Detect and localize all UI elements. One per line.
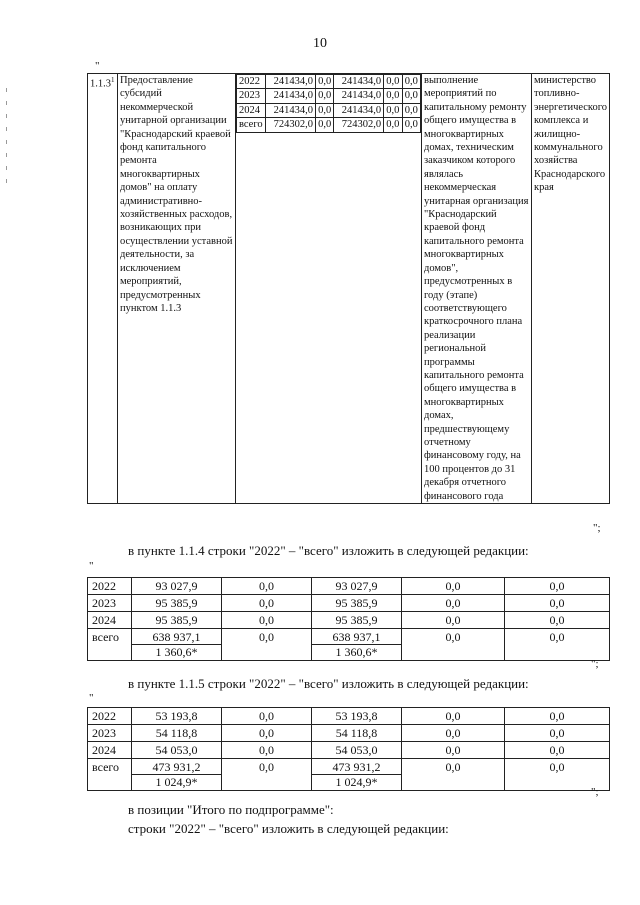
cell-value: всего xyxy=(92,760,120,774)
scan-margin-marks xyxy=(6,88,8,198)
cell-total xyxy=(132,725,222,742)
cell-total: 241434,0 xyxy=(266,103,316,117)
cell-reg xyxy=(312,708,402,725)
cell-ext: 0,0 xyxy=(402,118,420,132)
cell-value: 638 937,1 xyxy=(332,630,381,644)
cell-loc xyxy=(402,629,505,661)
cell-value: 0,0 xyxy=(445,630,461,644)
cell-value: 0,0 xyxy=(445,760,461,774)
cell-value: 53 193,8 xyxy=(335,709,378,723)
measure-result: выполнение мероприятий по капитальному ремонту общего имущества в многоквартирных домах, техническим заказчиком которого являлась некоммерческая унитарная организация "Краснодарский краевой фонд капитального ремонта многоквартирных домов", предусмотренных в году (этапе) соответствующего краткосрочного плана реализации региональной программы капитального ремонта общего имущества в многоквартирных домах, предшествующему отчетному финансовому году, на 100 процентов до 31 декабря отчетного финансового года xyxy=(422,74,532,504)
measure-table-1-1-3 xyxy=(87,73,610,504)
cell-ext xyxy=(505,612,610,629)
cell-reg xyxy=(312,725,402,742)
table-row xyxy=(237,89,421,103)
cell-ext: 0,0 xyxy=(402,103,420,117)
cell-loc xyxy=(402,759,505,791)
cell-year: 2023 xyxy=(237,89,266,103)
cell-loc xyxy=(402,725,505,742)
row-index: 1.1.3$^1$ xyxy=(88,74,118,504)
cell-reg xyxy=(312,759,402,791)
cell-value: 473 931,2 xyxy=(152,760,201,774)
instruction-paragraph: в позиции "Итого по подпрограмме": xyxy=(128,802,334,817)
cell-value: 93 027,9 xyxy=(335,579,378,593)
cell-loc xyxy=(402,595,505,612)
table-row xyxy=(88,595,610,612)
cell-reg: 241434,0 xyxy=(334,75,384,89)
cell-ext xyxy=(505,578,610,595)
table-row xyxy=(88,742,610,759)
cell-value: 0,0 xyxy=(445,613,461,627)
close-quote: "; xyxy=(591,786,599,798)
cell-value: 95 385,9 xyxy=(155,613,198,627)
cell-value: 2024 xyxy=(92,613,116,627)
cell-loc: 0,0 xyxy=(384,118,402,132)
cell-reg: 241434,0 xyxy=(334,89,384,103)
cell-year: всего xyxy=(237,118,266,132)
cell-loc xyxy=(402,708,505,725)
cell-reg: 241434,0 xyxy=(334,103,384,117)
table-row xyxy=(88,578,610,595)
cell-reg xyxy=(312,595,402,612)
cell-value: 0,0 xyxy=(549,743,565,757)
table-row xyxy=(88,708,610,725)
cell-value: 473 931,2 xyxy=(332,760,381,774)
cell-fed: 0,0 xyxy=(316,75,334,89)
cell-total: 241434,0 xyxy=(266,89,316,103)
cell-ext xyxy=(505,725,610,742)
cell-year xyxy=(88,708,132,725)
table-row xyxy=(237,118,421,132)
open-quote: " xyxy=(89,560,94,572)
cell-value: 0,0 xyxy=(259,613,274,627)
cell-value: 0,0 xyxy=(549,596,565,610)
cell-value: 0,0 xyxy=(259,596,274,610)
cell-total: 241434,0 xyxy=(266,75,316,89)
cell-year xyxy=(88,612,132,629)
cell-fed: 0,0 xyxy=(316,103,334,117)
cell-fed xyxy=(222,708,312,725)
instruction-paragraph: строки "2022" – "всего" изложить в следующей редакции: xyxy=(128,821,449,836)
open-quote: " xyxy=(89,692,94,704)
table-row xyxy=(237,103,421,117)
financing-table xyxy=(236,74,421,133)
cell-value: 54 118,8 xyxy=(155,726,198,740)
cell-fed xyxy=(222,725,312,742)
table-row xyxy=(88,725,610,742)
cell-year xyxy=(88,629,132,661)
cell-loc xyxy=(402,742,505,759)
cell-year: 2022 xyxy=(237,75,266,89)
cell-ext: 0,0 xyxy=(402,89,420,103)
table-row xyxy=(88,74,610,504)
cell-fed xyxy=(222,578,312,595)
cell-ext xyxy=(505,708,610,725)
open-quote: " xyxy=(95,60,100,72)
page-number: 10 xyxy=(313,36,327,51)
cell-loc xyxy=(402,578,505,595)
cell-value: 0,0 xyxy=(549,579,565,593)
cell-value: 2022 xyxy=(92,579,116,593)
cell-reg xyxy=(312,629,402,661)
cell-value: 0,0 xyxy=(445,596,461,610)
measure-description: Предоставление субсидий некоммерческой унитарной организации "Краснодарский краевой фонд капитального ремонта многоквартирных домов" на оплату административно-хозяйственных расходов, возникающих при осуществлении уставной деятельности, за исключением мероприятий, предусмотренных пунктом 1.1.3 xyxy=(118,74,236,504)
table-1-1-4 xyxy=(87,577,610,661)
cell-value: 95 385,9 xyxy=(335,596,378,610)
table-1-1-5 xyxy=(87,707,610,791)
table-row xyxy=(237,75,421,89)
cell-loc xyxy=(402,612,505,629)
cell-extra-value: 1 360,6* xyxy=(312,644,401,659)
cell-loc: 0,0 xyxy=(384,89,402,103)
table-row xyxy=(88,629,610,661)
cell-value: 0,0 xyxy=(549,726,565,740)
cell-value: 54 053,0 xyxy=(155,743,198,757)
cell-fed xyxy=(222,595,312,612)
cell-value: 0,0 xyxy=(445,709,461,723)
cell-fed xyxy=(222,629,312,661)
cell-fed xyxy=(222,612,312,629)
cell-fed: 0,0 xyxy=(316,89,334,103)
cell-year xyxy=(88,595,132,612)
cell-fed: 0,0 xyxy=(316,118,334,132)
cell-value: 638 937,1 xyxy=(152,630,201,644)
instruction-paragraph: в пункте 1.1.5 строки "2022" – "всего" изложить в следующей редакции: xyxy=(128,676,529,691)
cell-reg: 724302,0 xyxy=(334,118,384,132)
responsible-body: министерство топливно-энергетического комплекса и жилищно-коммунального хозяйства Краснодарского края xyxy=(532,74,610,504)
cell-value: 0,0 xyxy=(549,709,565,723)
cell-ext xyxy=(505,629,610,661)
cell-ext xyxy=(505,595,610,612)
cell-value: 2022 xyxy=(92,709,116,723)
cell-value: 53 193,8 xyxy=(155,709,198,723)
cell-ext xyxy=(505,742,610,759)
cell-total xyxy=(132,629,222,661)
cell-total xyxy=(132,742,222,759)
cell-value: 0,0 xyxy=(259,630,274,644)
cell-total xyxy=(132,612,222,629)
table-row xyxy=(88,612,610,629)
cell-value: 2023 xyxy=(92,726,116,740)
cell-value: 2023 xyxy=(92,596,116,610)
cell-total xyxy=(132,595,222,612)
cell-loc: 0,0 xyxy=(384,75,402,89)
cell-reg xyxy=(312,578,402,595)
cell-value: 0,0 xyxy=(445,743,461,757)
cell-value: 0,0 xyxy=(259,726,274,740)
cell-value: 0,0 xyxy=(549,630,565,644)
cell-total xyxy=(132,708,222,725)
cell-total xyxy=(132,759,222,791)
cell-value: 95 385,9 xyxy=(335,613,378,627)
cell-reg xyxy=(312,742,402,759)
cell-year: 2024 xyxy=(237,103,266,117)
instruction-paragraph: в пункте 1.1.4 строки "2022" – "всего" изложить в следующей редакции: xyxy=(128,543,529,558)
cell-year xyxy=(88,578,132,595)
cell-value: всего xyxy=(92,630,120,644)
cell-year xyxy=(88,725,132,742)
cell-extra-value: 1 024,9* xyxy=(312,774,401,789)
cell-value: 0,0 xyxy=(259,760,274,774)
cell-value: 54 118,8 xyxy=(335,726,378,740)
cell-ext: 0,0 xyxy=(402,75,420,89)
cell-value: 54 053,0 xyxy=(335,743,378,757)
cell-extra-value: 1 024,9* xyxy=(132,774,221,789)
cell-loc: 0,0 xyxy=(384,103,402,117)
cell-value: 0,0 xyxy=(549,760,565,774)
cell-value: 0,0 xyxy=(259,709,274,723)
close-quote: "; xyxy=(593,522,601,534)
cell-value: 0,0 xyxy=(549,613,565,627)
cell-value: 0,0 xyxy=(259,579,274,593)
table-row xyxy=(88,759,610,791)
cell-value: 95 385,9 xyxy=(155,596,198,610)
cell-reg xyxy=(312,612,402,629)
cell-value: 93 027,9 xyxy=(155,579,198,593)
cell-year xyxy=(88,742,132,759)
cell-fed xyxy=(222,742,312,759)
cell-total: 724302,0 xyxy=(266,118,316,132)
cell-fed xyxy=(222,759,312,791)
cell-extra-value: 1 360,6* xyxy=(132,644,221,659)
cell-year xyxy=(88,759,132,791)
financing-cell xyxy=(236,74,422,504)
cell-value: 0,0 xyxy=(445,726,461,740)
cell-total xyxy=(132,578,222,595)
cell-value: 0,0 xyxy=(259,743,274,757)
close-quote: "; xyxy=(591,658,599,670)
cell-value: 0,0 xyxy=(445,579,461,593)
cell-value: 2024 xyxy=(92,743,116,757)
